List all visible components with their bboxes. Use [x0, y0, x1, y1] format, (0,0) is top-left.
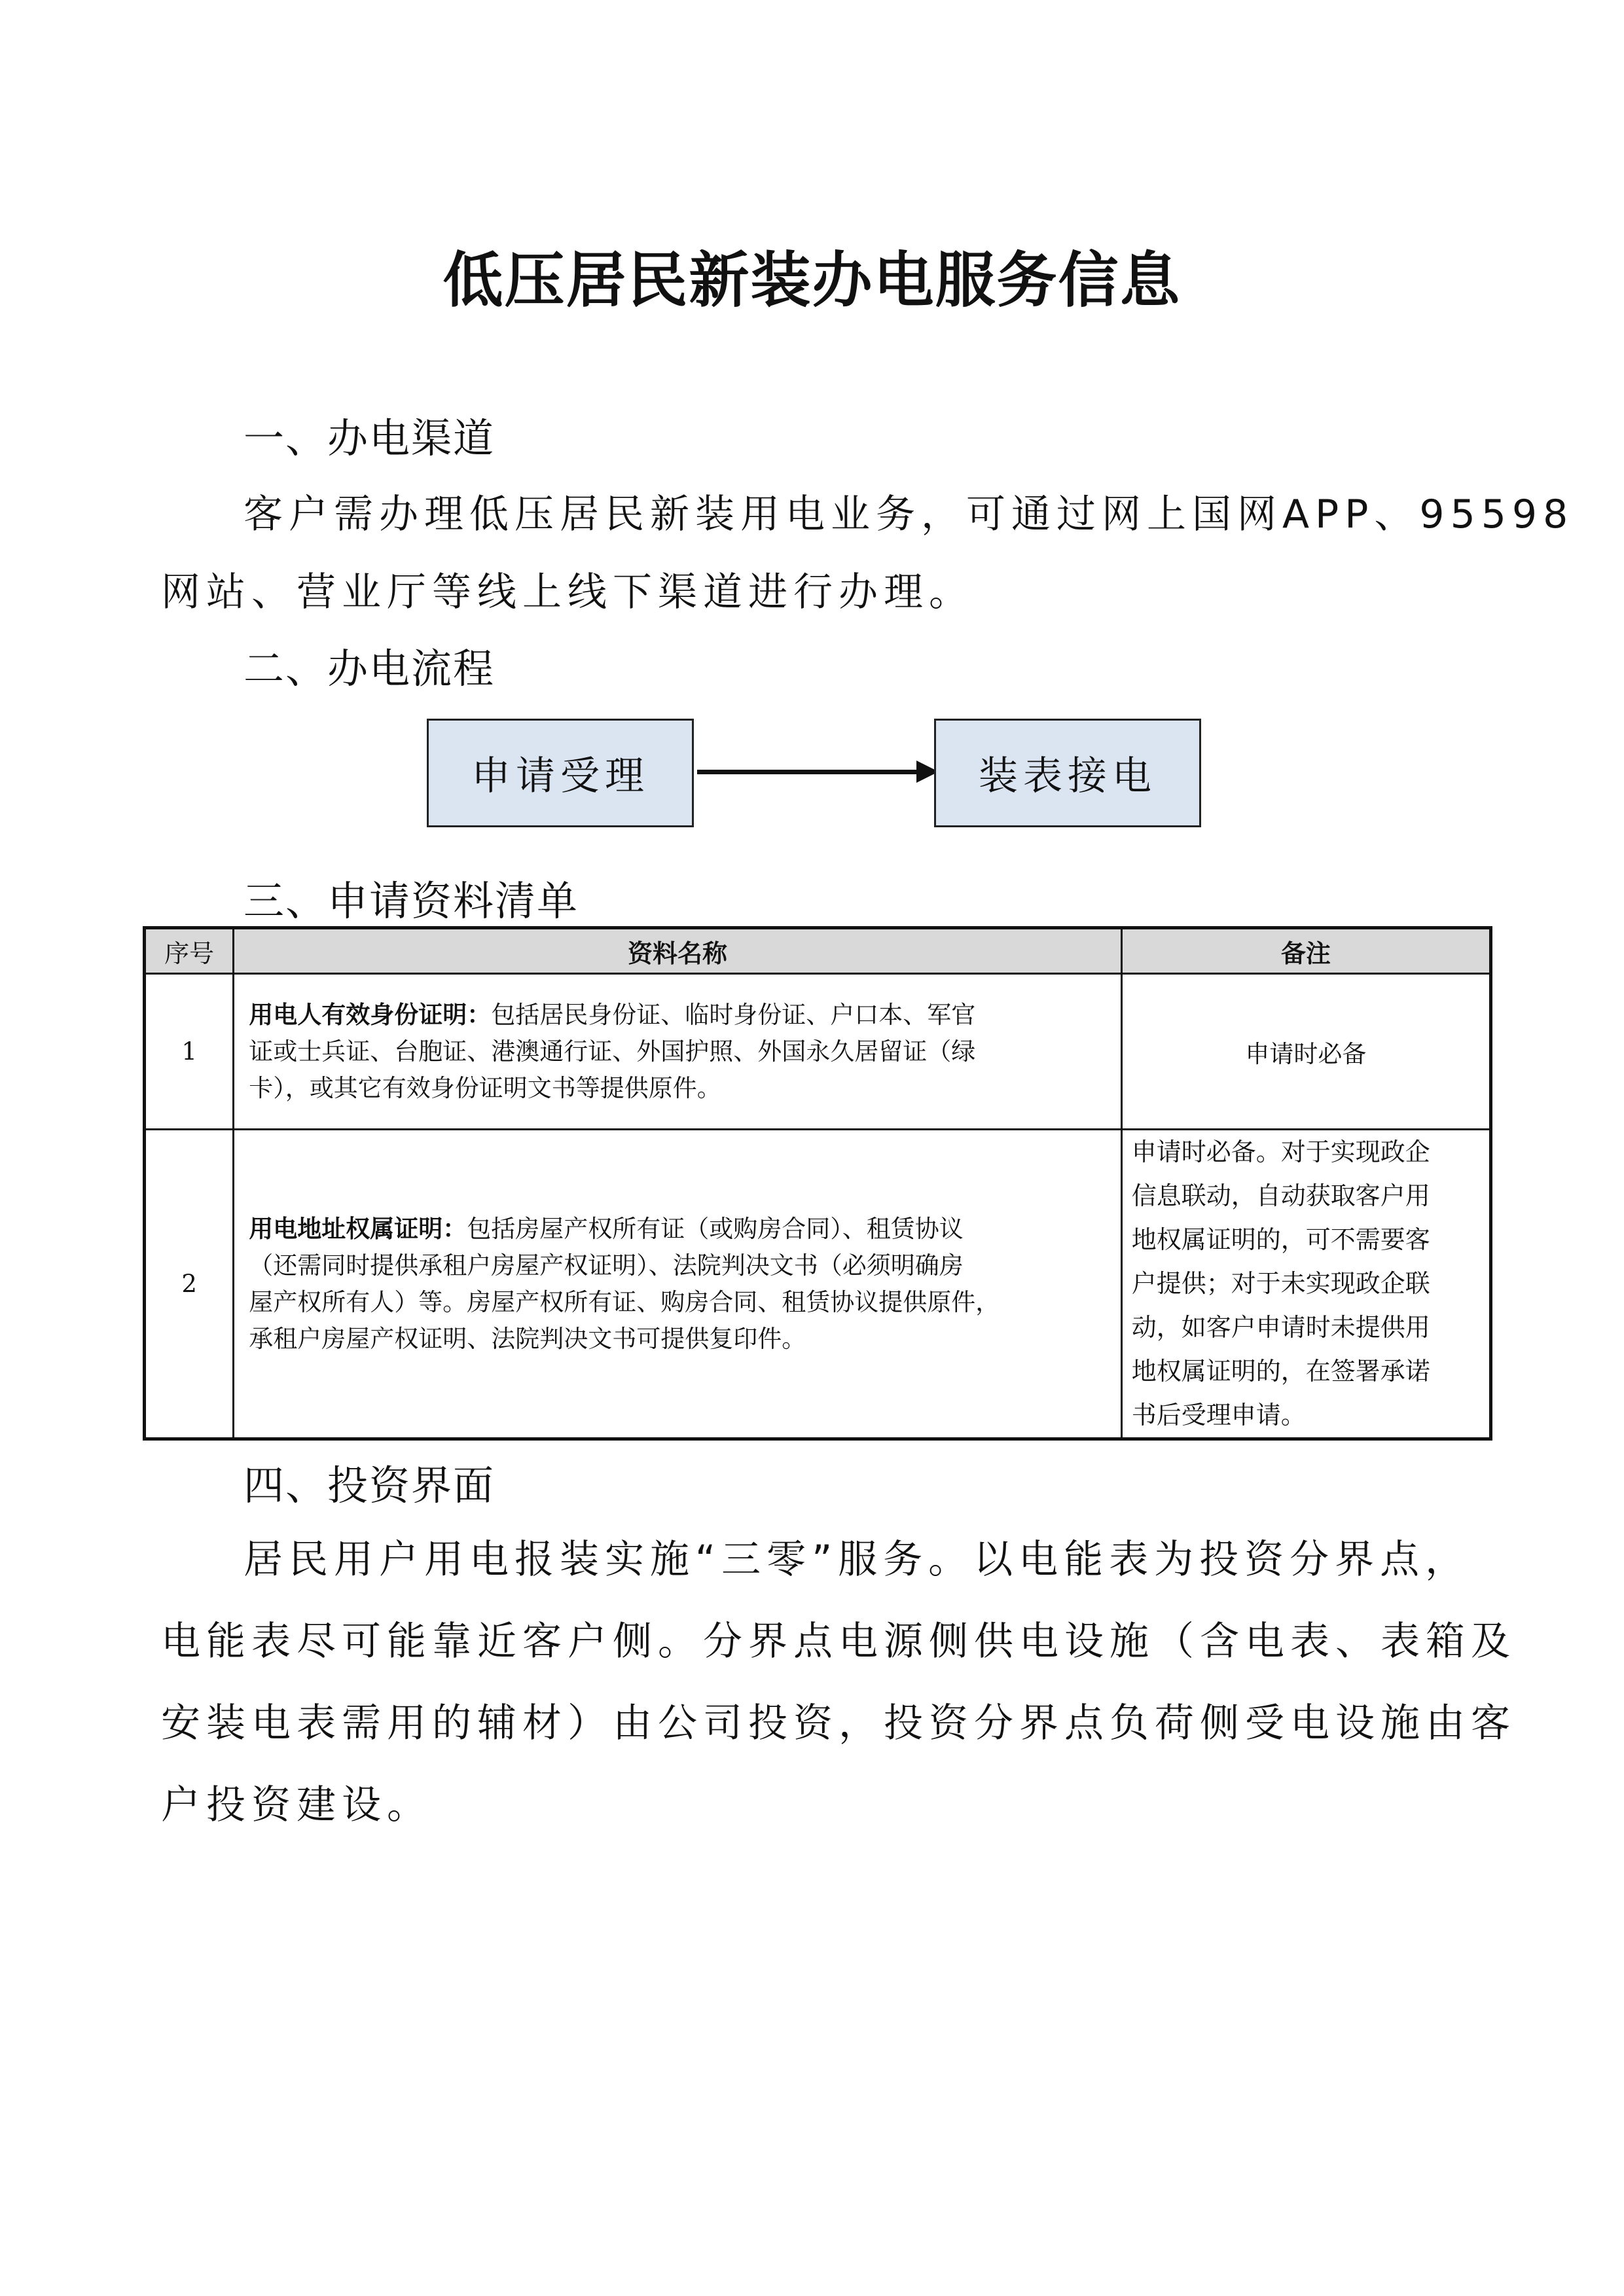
investment-line-3: 安装电表需用的辅材）由公司投资，投资分界点负荷侧受电设施由客 [161, 1700, 1516, 1746]
row-2-note-line-2: 信息联动，自动获取客户用 [1131, 1181, 1430, 1210]
row-1-name-line-2: 证或士兵证、台胞证、港澳通行证、外国护照、外国永久居留证（绿 [249, 1037, 976, 1066]
page-title: 低压居民新装办电服务信息 [442, 245, 1182, 315]
header-seq: 序号 [145, 928, 234, 974]
row-1-name-line-3: 卡），或其它有效身份证明文书等提供原件。 [249, 1074, 721, 1102]
row-2-name-line-2: （还需同时提供承租户房屋产权证明）、法院判决文书（必须明确房 [249, 1251, 964, 1280]
row-1-name-title: 用电人有效身份证明： [249, 1000, 492, 1029]
heading-investment: 四、投资界面 [244, 1462, 496, 1509]
flow-step-install: 装表接电 [934, 719, 1201, 827]
row-2-note-line-1: 申请时必备。对于实现政企 [1131, 1138, 1430, 1166]
investment-line-4: 户投资建设。 [161, 1782, 432, 1828]
row-2-name-line-3: 屋产权所有人）等。房屋产权所有证、购房合同、租赁协议提供原件， [249, 1288, 1000, 1316]
heading-channel: 一、办电渠道 [244, 414, 496, 462]
heading-materials: 三、申请资料清单 [244, 877, 579, 925]
investment-line-1: 居民用户用电报装实施“三零”服务。以电能表为投资分界点， [244, 1537, 1471, 1583]
header-name: 资料名称 [234, 928, 1121, 974]
row-1-note: 申请时必备 [1121, 974, 1490, 1130]
row-2-note-line-4: 户提供；对于未实现政企联 [1131, 1269, 1430, 1298]
row-2-note-line-5: 动，如客户申请时未提供用 [1131, 1313, 1430, 1342]
row-2-name [234, 1130, 1121, 1439]
channel-line-2: 网站、营业厅等线上线下渠道进行办理。 [161, 569, 974, 615]
row-1-name-line-1: 包括居民身份证、临时身份证、户口本、军官 [491, 1001, 976, 1029]
channel-line-1: 客户需办理低压居民新装用电业务，可通过网上国网APP、95598 [244, 492, 1574, 537]
heading-process: 二、办电流程 [244, 645, 496, 692]
row-1-name [234, 974, 1121, 1130]
row-2-seq: 2 [145, 1130, 234, 1439]
row-2-name-line-1: 包括房屋产权所有证（或购房合同）、租赁协议 [467, 1215, 964, 1243]
row-1-seq: 1 [145, 974, 234, 1130]
row-2-note [1121, 1130, 1490, 1439]
row-2-note-line-3: 地权属证明的，可不需要客 [1131, 1225, 1430, 1254]
row-2-name-title: 用电地址权属证明： [249, 1214, 467, 1243]
flow-step-apply: 申请受理 [427, 719, 694, 827]
table-header-row [145, 928, 1491, 974]
table-row [145, 974, 1491, 1130]
row-2-note-line-7: 书后受理申请。 [1131, 1401, 1306, 1429]
investment-line-2: 电能表尽可能靠近客户侧。分界点电源侧供电设施（含电表、表箱及 [161, 1619, 1516, 1664]
row-2-name-line-4: 承租户房屋产权证明、法院判决文书可提供复印件。 [249, 1325, 806, 1353]
table-row [145, 1130, 1491, 1439]
row-2-note-line-6: 地权属证明的，在签署承诺 [1131, 1357, 1430, 1386]
flow-arrow [697, 770, 923, 774]
header-note: 备注 [1121, 928, 1490, 974]
materials-table [143, 926, 1492, 1441]
